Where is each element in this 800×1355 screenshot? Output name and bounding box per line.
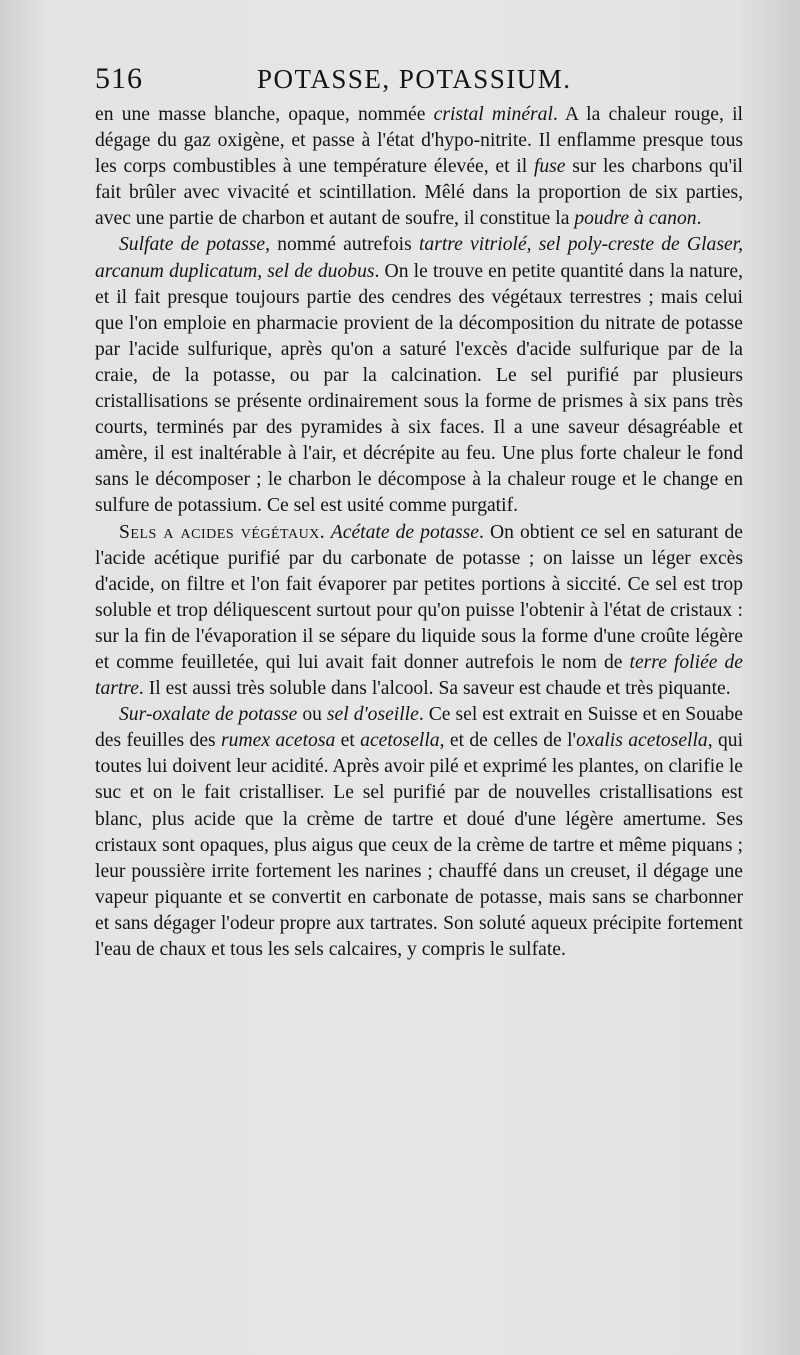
text-run: et	[335, 730, 361, 752]
italic-term: poudre à canon	[574, 208, 697, 230]
text-run: , nommé autrefois	[265, 234, 419, 256]
italic-term: Sulfate de potasse	[119, 234, 266, 256]
text-run: . Il est aussi très soluble dans l'alcool. Sa saveur est chaude et très piquante.	[138, 678, 731, 700]
page-number: 516	[95, 62, 143, 95]
italic-term: tartre vitriolé, sel poly-creste de Glaser, arcanum duplicatum, sel de duobus	[95, 234, 743, 282]
text-run: .	[319, 521, 331, 543]
italic-term: sel d'oseille	[326, 704, 419, 726]
text-run: sur les charbons qu'il fait brûler avec vivacité et scintillation. Mêlé dans la proportion de six parties, avec une partie de charbon et autant de soufre, il constitue la	[95, 156, 743, 230]
section-heading: Sels a acides végétaux	[119, 521, 320, 543]
text-run: . Ce sel est extrait en Suisse et en Souabe des feuilles des	[95, 704, 743, 752]
italic-term: Sur-oxalate de potasse	[119, 704, 298, 726]
italic-term: rumex acetosa	[221, 730, 336, 752]
italic-term: Acétate de potasse	[330, 521, 479, 543]
text-run: , qui toutes lui doivent leur acidité. Après avoir pilé et exprimé les plantes, on clarifie le suc et on le fait cristalliser. Le sel purifié par de nouvelles cristallisations est blanc, plus acide que la crème de tartre et doué d'une légère amertume. Ses cristaux sont opaques, plus aigus que ceux de la crème de tartre et même piquans ; leur poussière irrite fortement les narines ; chauffé dans un creuset, il dégage une vapeur piquante et se convertit en carbonate de potasse, mais sans se charbonner et sans dégager l'odeur propre aux tartrates. Son soluté aqueux précipite fortement l'eau de chaux et tous les sels calcaires, y compris le sulfate.	[95, 730, 744, 960]
paragraph-acetate	[95, 520, 743, 703]
italic-term: oxalis acetosella	[576, 730, 708, 752]
italic-term: fuse	[533, 156, 566, 178]
text-run: .	[696, 208, 702, 230]
text-run: , et de celles de l'	[439, 730, 577, 752]
body-text	[95, 102, 743, 963]
text-run: . On le trouve en petite quantité dans la nature, et il fait presque toujours partie des cendres des végétaux terrestres ; mais celui que l'on emploie en pharmacie provient de la décomposition du nitrate de potasse par l'acide sulfurique, après qu'on a saturé l'excès d'acide sulfurique par de la craie, de la potasse, ou par la calcination. Le sel purifié par plusieurs cristallisations se présente ordinairement sous la forme de prismes à six pans très courts, terminés par des pyramides à six faces. Il a une saveur désagréable et amère, il est inaltérable à l'air, et décrépite au feu. Une plus forte chaleur le fond sans le décomposer ; le charbon le décompose à la chaleur rouge et le change en sulfure de potassium. Ce sel est usité comme purgatif.	[95, 260, 743, 517]
paragraph-nitrate-end	[95, 102, 743, 232]
text-run: en une masse blanche, opaque, nommée	[95, 104, 434, 125]
italic-term: acetosella	[360, 730, 440, 752]
italic-term: terre foliée de tartre	[95, 651, 744, 700]
text-run: . On obtient ce sel en saturant de l'acide acétique purifié par du carbonate de potasse ; on laisse un léger excès d'acide, on filtre et l'on fait évaporer par petites portions à siccité. Ce sel est trop soluble et trop déliquescent surtout pour qu'on puisse l'obtenir à l'état de cristaux : sur la fin de l'évaporation il se sépare du liquide sous la forme d'une croûte légère et comme feuilletée, qui lui avait fait donner autrefois le nom de	[95, 521, 743, 673]
text-run: ou	[297, 704, 327, 726]
paragraph-sulfate	[95, 232, 743, 519]
text-run: . A la chaleur rouge, il dégage du gaz oxigène, et passe à l'état d'hypo-nitrite. Il enflamme presque tous les corps combustibles à une température élevée, et il	[95, 104, 743, 178]
paragraph-oxalate	[95, 702, 743, 963]
page-header	[95, 58, 735, 104]
running-head: POTASSE, POTASSIUM.	[257, 64, 572, 94]
italic-term: cristal minéral	[433, 104, 553, 125]
